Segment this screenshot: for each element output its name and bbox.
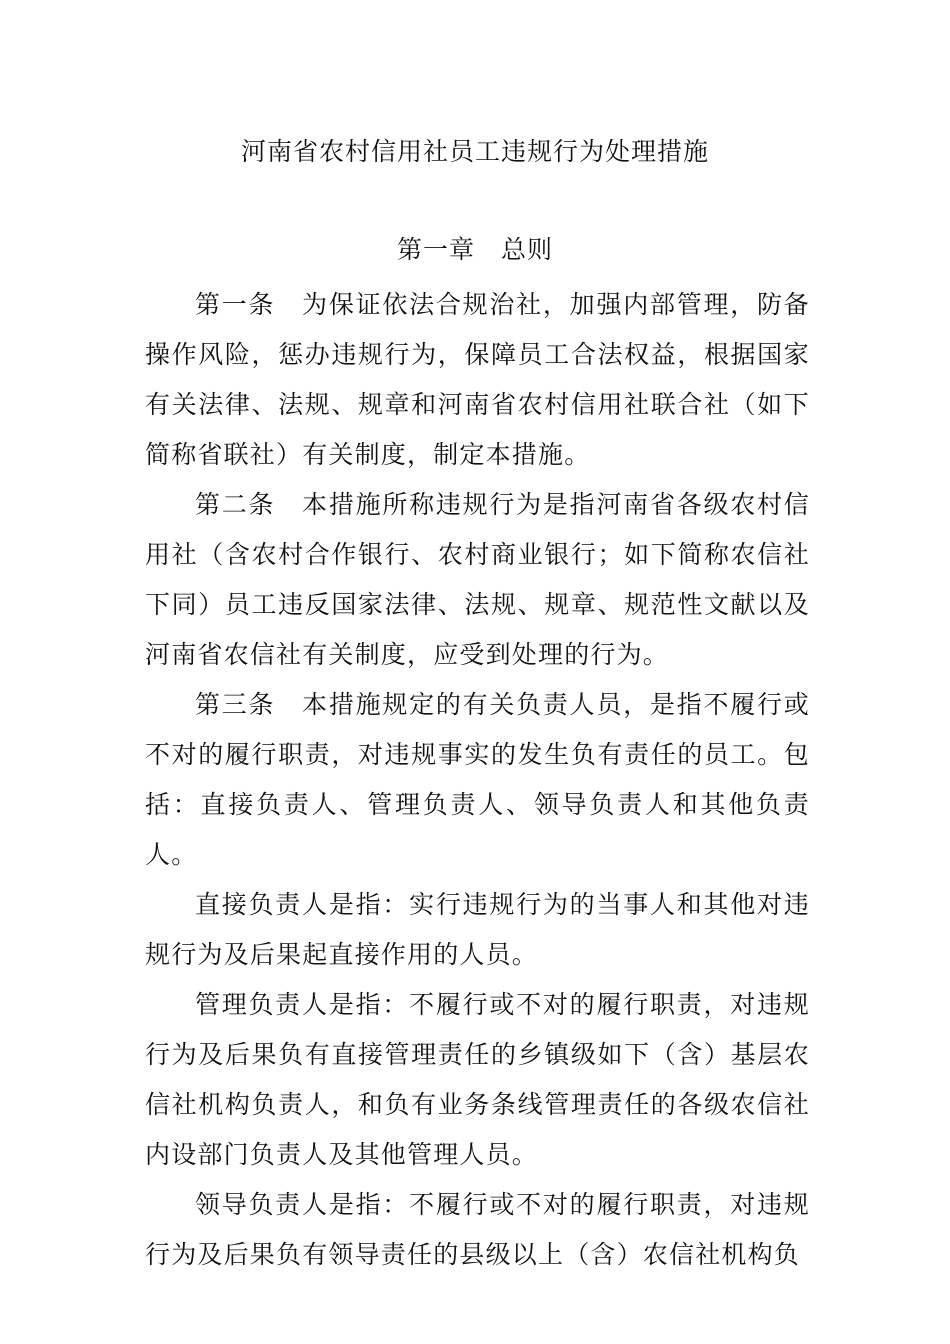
document-body [145,280,810,1280]
chapter-heading: 第一章 总则 [396,235,553,264]
management-responsible-definition: 管理负责人是指：不履行或不对的履行职责，对违规行为及后果负有直接管理责任的乡镇级如下（含）基层农信社机构负责人，和负有业务条线管理责任的各级农信社内设部门负责人及其他管理人员。 [145,990,810,1169]
direct-responsible-definition: 直接负责人是指：实行违规行为的当事人和其他对违规行为及后果起直接作用的人员。 [145,890,810,969]
article-2-paragraph: 第二条 本措施所称违规行为是指河南省各级农村信用社（含农村合作银行、农村商业银行；如下简称农信社下同）员工违反国家法律、法规、规章、规范性文献以及河南省农信社有关制度，应受到处理的行为。 [145,490,810,669]
leadership-responsible-definition: 领导负责人是指：不履行或不对的履行职责，对违规行为及后果负有领导责任的县级以上（含）农信社机构负 [145,1190,810,1269]
article-3-paragraph: 第三条 本措施规定的有关负责人员，是指不履行或不对的履行职责，对违规事实的发生负有责任的员工。包括：直接负责人、管理负责人、领导负责人和其他负责人。 [145,690,810,869]
article-1-paragraph: 第一条 为保证依法合规治社，加强内部管理，防备操作风险，惩办违规行为，保障员工合法权益，根据国家有关法律、法规、规章和河南省农村信用社联合社（如下简称省联社）有关制度，制定本措施。 [145,290,810,469]
document-title: 河南省农村信用社员工违规行为处理措施 [240,137,709,166]
